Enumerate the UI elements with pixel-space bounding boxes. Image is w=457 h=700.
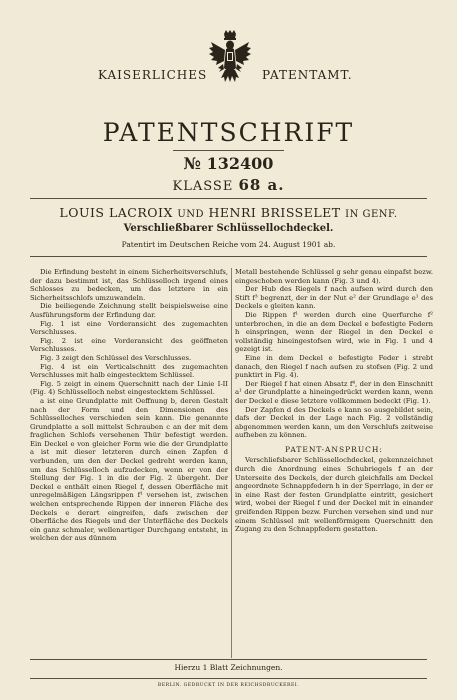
right-paragraph: Der Hub des Riegels f nach aufsen wird durch den Stift f³ begrenzt, der in der Nut e² der Grundlage e¹ des Deckels e gleiten kann. [235,285,433,311]
right-paragraph: Die Rippen f¹ werden durch eine Querfurche f² unterbrochen, in die an dem Deckel e befestigte Federn h einspringen, wenn der Riegel in den Deckel e vollständig hineingestofsen wird, wie in Fig. 1 und 4 gezeigt ist. [235,310,433,354]
body-right-column [235,268,433,534]
left-paragraph: Fig. 2 ist eine Vorderansicht des geöffneten Verschlusses. [30,336,228,354]
left-paragraph: Fig. 5 zeigt in einem Querschnitt nach der Linie I-II (Fig. 4) Schlüsselloch nebst eingestecktem Schlüssel. [30,379,228,397]
patent-date-info: Patentirt im Deutschen Reiche vom 24. August 1901 ab. [121,240,336,249]
patent-subtitle: Verschließbarer Schlüssellochdeckel. [123,223,334,234]
left-paragraph: Fig. 3 zeigt den Schlüssel des Verschlusses. [40,353,192,362]
authors-line [0,205,457,220]
left-paragraph: Die beiliegende Zeichnung stellt beispielsweise eine Ausführungsform der Erfindung dar. [30,302,228,319]
doc-type-title: PATENTSCHRIFT [102,118,355,147]
klasse-label: KLASSE [172,179,234,194]
title-rule [173,150,284,151]
left-paragraph: Die Erfindung besteht in einem Sicherheitsverschlufs, der dazu bestimmt ist, das Schlüsselloch irgend eines Schlosses zu bedecken, um das letztere in ein Sicherheitsschlofs umzuwandeln. [30,268,228,302]
claim-text: Verschliefsbarer Schlüssellochdeckel, gekennzeichnet durch die Anordnung eines Schubriegels f an der Unterseite des Deckels, der durch gleichfalls am Deckel angeordnete Schnappfedern h in der Sperrlage, in der er in eine Rast der festen Grundplatte eintritt, gesichert wird, wobei der Riegel f und der Deckel mit in einander greifenden Rippen bezw. Furchen versehen sind und nur einem Schlüssel mit wellenförmigem Querschnitt den Zugang zu den Schnappfedern gestatten. [235,456,433,534]
left-paragraph: Fig. 4 ist ein Verticalschnitt des zugemachten Verschlusses mit halb eingestecktem Schlüssel. [30,362,228,380]
author-2: HENRI BRISSELET [208,205,341,220]
claim-heading: PATENT-ANSPRUCH: [285,444,383,454]
column-divider [231,268,232,658]
klasse-value: 68 a. [238,176,285,194]
drawings-note: Hierzu 1 Blatt Zeichnungen. [174,663,283,672]
right-paragraph: Eine in dem Deckel e befestigte Feder i strebt danach, den Riegel f nach aufsen zu stofsen (Fig. 2 und punktirt in Fig. 4). [235,353,433,380]
office-left: KAISERLICHES [98,68,208,82]
footer-rule [30,659,427,660]
body-left-column [30,268,228,543]
patent-office-line [0,68,457,84]
left-paragraph: a ist eine Grundplatte mit Oeffnung b, deren Gestalt nach der Form und den Dimensionen des Schlüsselloches verschieden sein kann. Die genannte Grundplatte a soll mittelst Schrauben c an der mit dem fraglichen Schlofs versehenen Thür befestigt werden. Ein Deckel e von gleicher Form wie die der Grundplatte a ist mit dieser letzteren durch einen Zapfen d verbunden, um den der Deckel gedreht werden kann, um das Schlüsselloch aufzudecken, wenn er von der Stellung der Fig. 1 in die der Fig. 2 übergeht. Der Deckel e enthält einen Riegel f, dessen Oberfläche mit unregelmäßigen Längsrippen f¹ versehen ist, zwischen welchen entsprechende Rippen der inneren Fläche des Deckels e derart eingreifen, dafs zwischen der Oberfläche des Riegels und der Unterfläche des Deckels ein ganz schmaler, wellenartiger Durchgang entsteht, in welchen der aus dünnem [30,396,228,543]
author-1: LOUIS LACROIX [59,205,173,220]
authors-und: UND [177,209,205,220]
right-paragraph: Der Riegel f hat einen Absatz f⁴, der in den Einschnitt a¹ der Grundplatte a hineingedrückt werden kann, wenn der Deckel e diese letztere vollkommen bedeckt (Fig. 1). [235,379,433,405]
body-top-rule [30,256,427,257]
right-paragraph: Der Zapfen d des Deckels e kann so ausgebildet sein, dafs der Deckel in der Lage nach Fig. 2 vollständig abgenommen werden kann, um den Verschlufs zeitweise aufheben zu können. [235,405,433,440]
header-rule [30,198,427,199]
printer-note: BERLIN. GEDRUCKT IN DER REICHSDRUCKEREI. [157,683,300,688]
printer-rule [30,678,427,679]
author-location: IN GENF. [345,209,398,220]
klasse-line [0,176,457,194]
patent-number: № 132400 [183,154,274,173]
right-paragraph: Metall bestehende Schlüssel g sehr genau einpafst bezw. eingeschoben werden kann (Fig. 3 und 4). [235,268,433,285]
office-right: PATENTAMT. [262,68,353,82]
left-paragraph: Fig. 1 ist eine Vorderansicht des zugemachten Verschlusses. [30,319,228,337]
